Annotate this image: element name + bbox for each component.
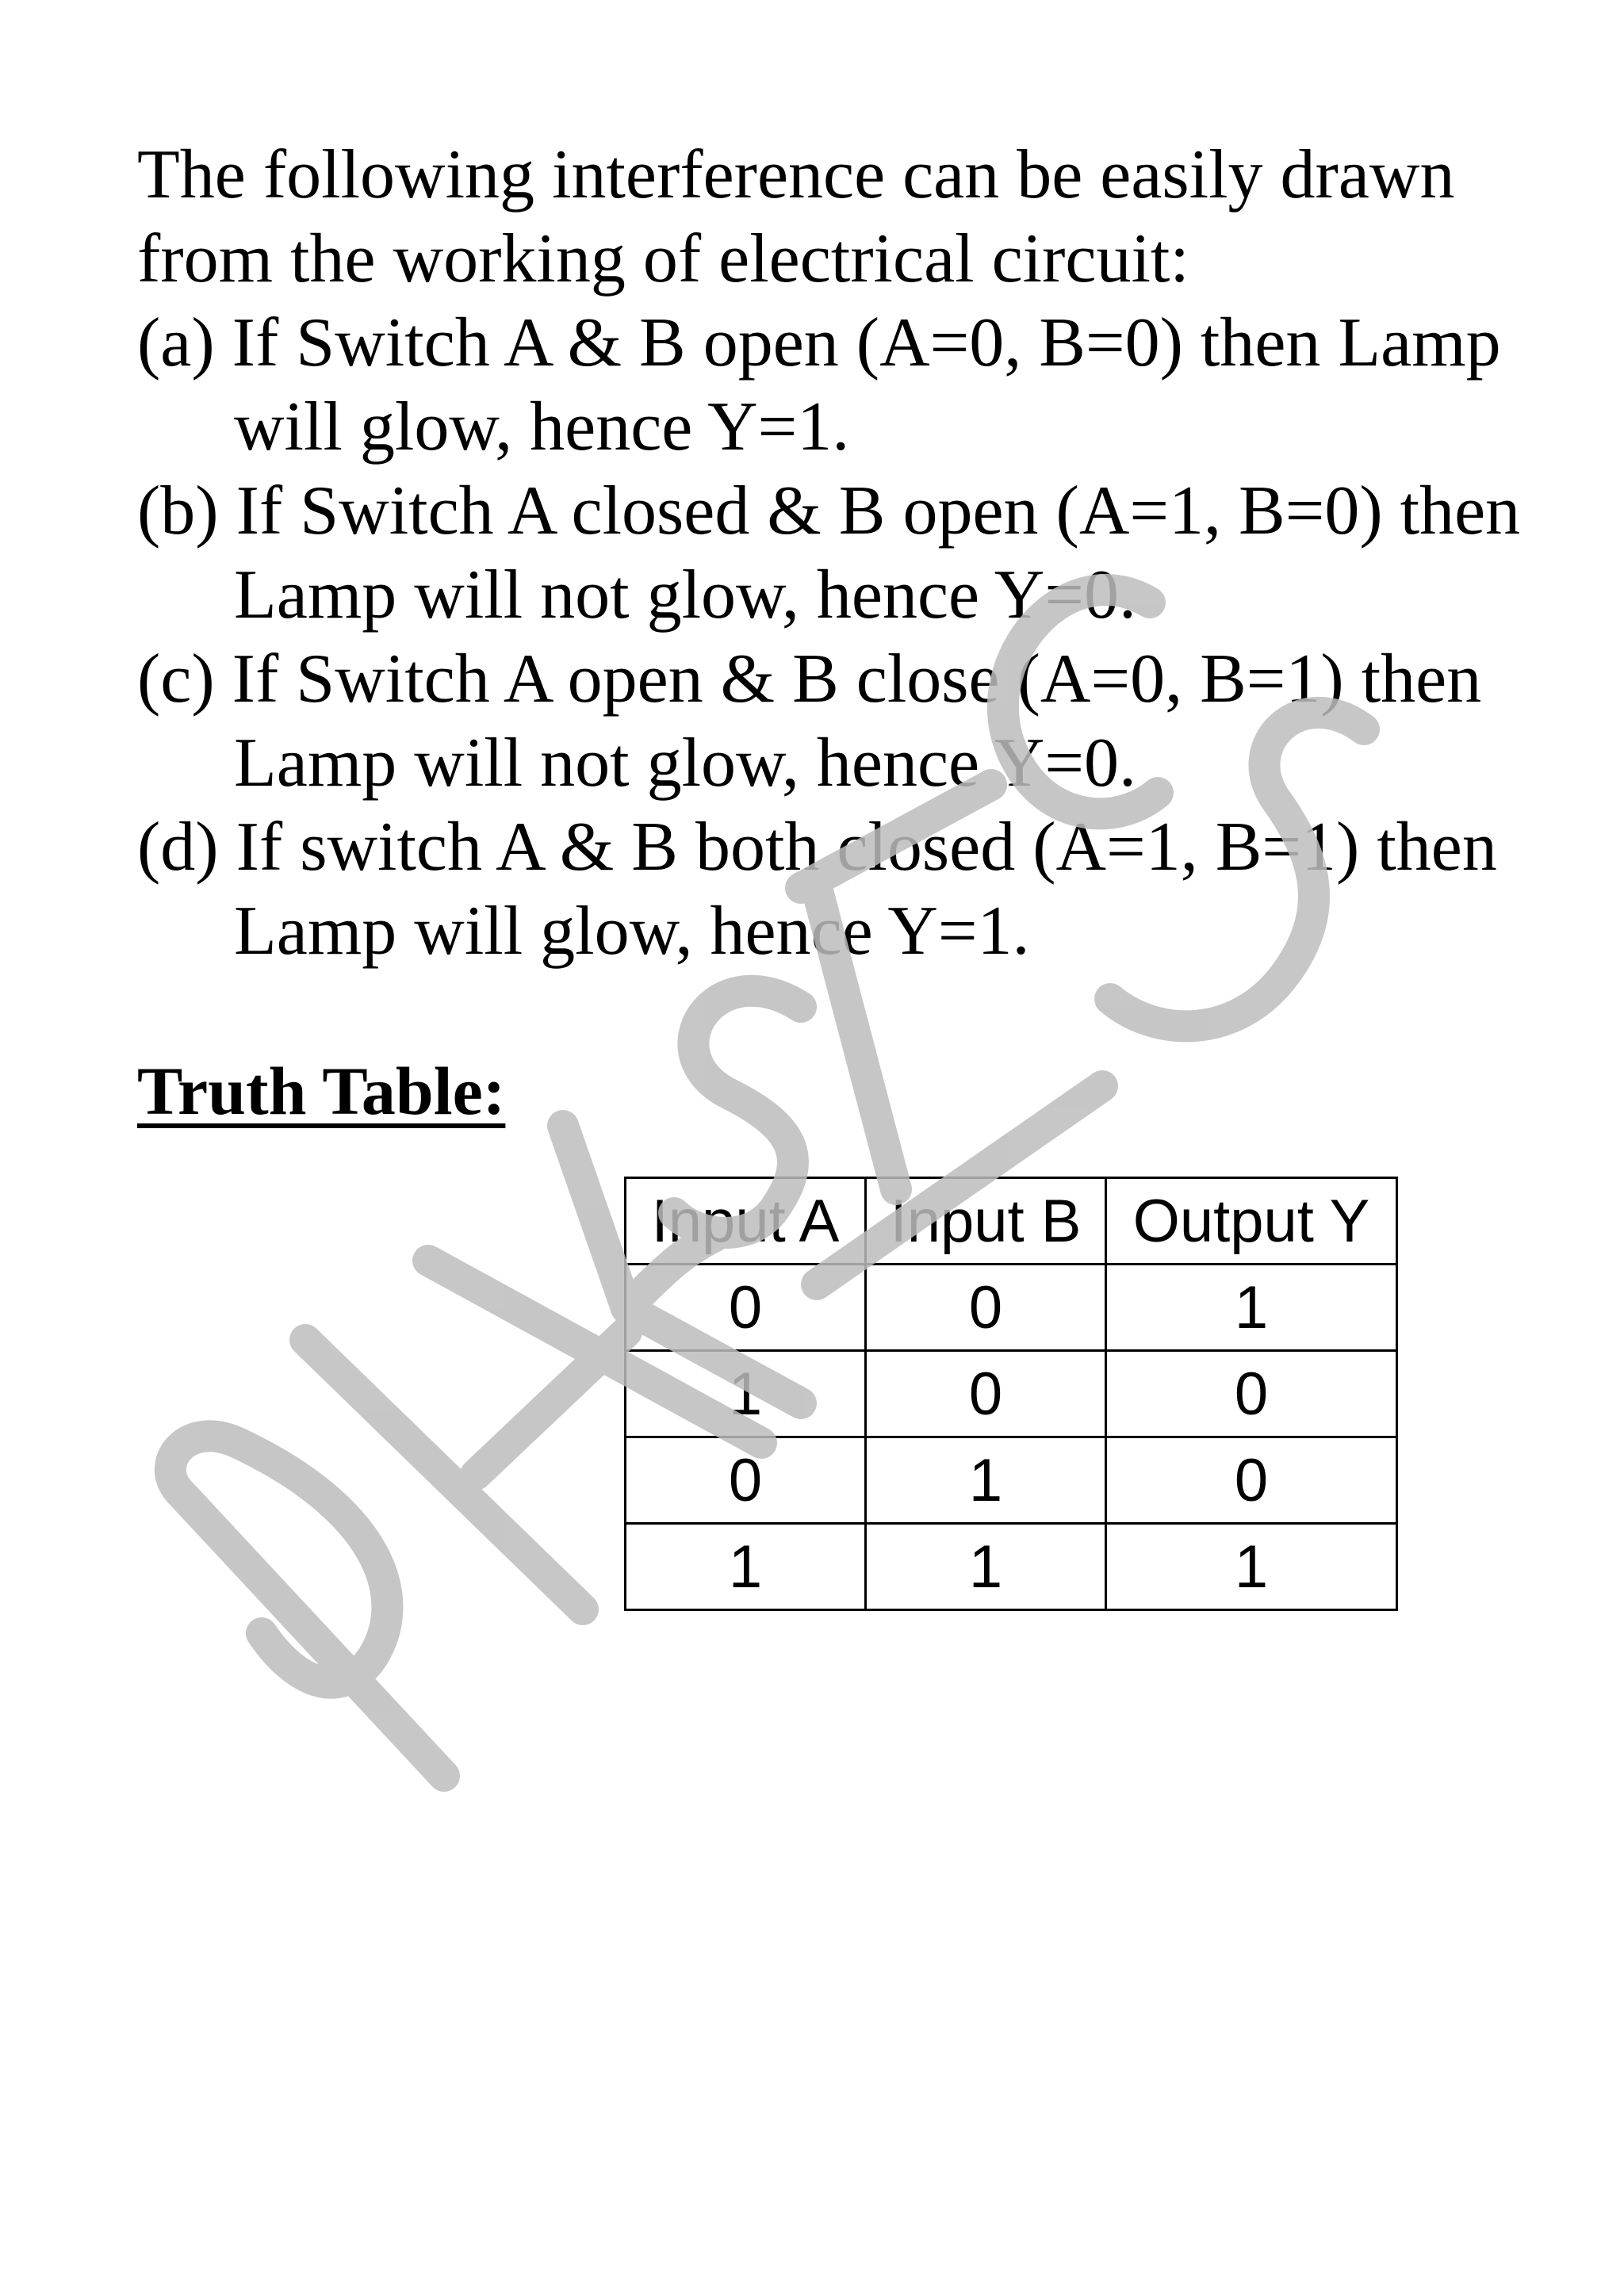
- cell-input-a: 0: [626, 1265, 866, 1351]
- table-row: [626, 1265, 1397, 1351]
- case-c: (c) If Switch A open & B close (A=0, B=1) then Lamp will not glow, hence Y=0.: [137, 641, 1482, 802]
- watermark-letter-y: [563, 1126, 626, 1308]
- cell-input-b: 0: [866, 1351, 1106, 1437]
- table-header-row: [626, 1178, 1397, 1265]
- table-row: [626, 1351, 1397, 1437]
- case-a: (a) If Switch A & B open (A=0, B=0) then Lamp will glow, hence Y=1.: [137, 304, 1501, 465]
- cell-output-y: 0: [1106, 1437, 1397, 1524]
- truth-table: [624, 1177, 1398, 1611]
- watermark-letter-p: [170, 1436, 444, 1776]
- cell-input-a: 1: [626, 1524, 866, 1610]
- case-b: (b) If Switch A closed & B open (A=1, B=0) then Lamp will not glow, hence Y=0.: [137, 473, 1521, 633]
- cell-input-b: 0: [866, 1265, 1106, 1351]
- cell-output-y: 1: [1106, 1265, 1397, 1351]
- body-text: [137, 133, 1580, 974]
- header-input-b: Input B: [866, 1178, 1106, 1265]
- case-d: (d) If switch A & B both closed (A=1, B=1) then Lamp will glow, hence Y=1.: [137, 809, 1497, 970]
- table-row: [626, 1437, 1397, 1524]
- cell-output-y: 0: [1106, 1351, 1397, 1437]
- cell-input-b: 1: [866, 1437, 1106, 1524]
- cell-input-a: 1: [626, 1351, 866, 1437]
- watermark-letter-h: [476, 1332, 626, 1475]
- header-output-y: Output Y: [1106, 1178, 1397, 1265]
- header-input-a: Input A: [626, 1178, 866, 1265]
- cell-input-b: 1: [866, 1524, 1106, 1610]
- truth-table-heading: Truth Table:: [137, 1053, 506, 1129]
- intro-paragraph: The following interference can be easily drawn from the working of electrical circuit:: [137, 136, 1455, 297]
- cell-input-a: 0: [626, 1437, 866, 1524]
- cell-output-y: 1: [1106, 1524, 1397, 1610]
- table-row: [626, 1524, 1397, 1610]
- watermark-letter-h: [305, 1340, 583, 1609]
